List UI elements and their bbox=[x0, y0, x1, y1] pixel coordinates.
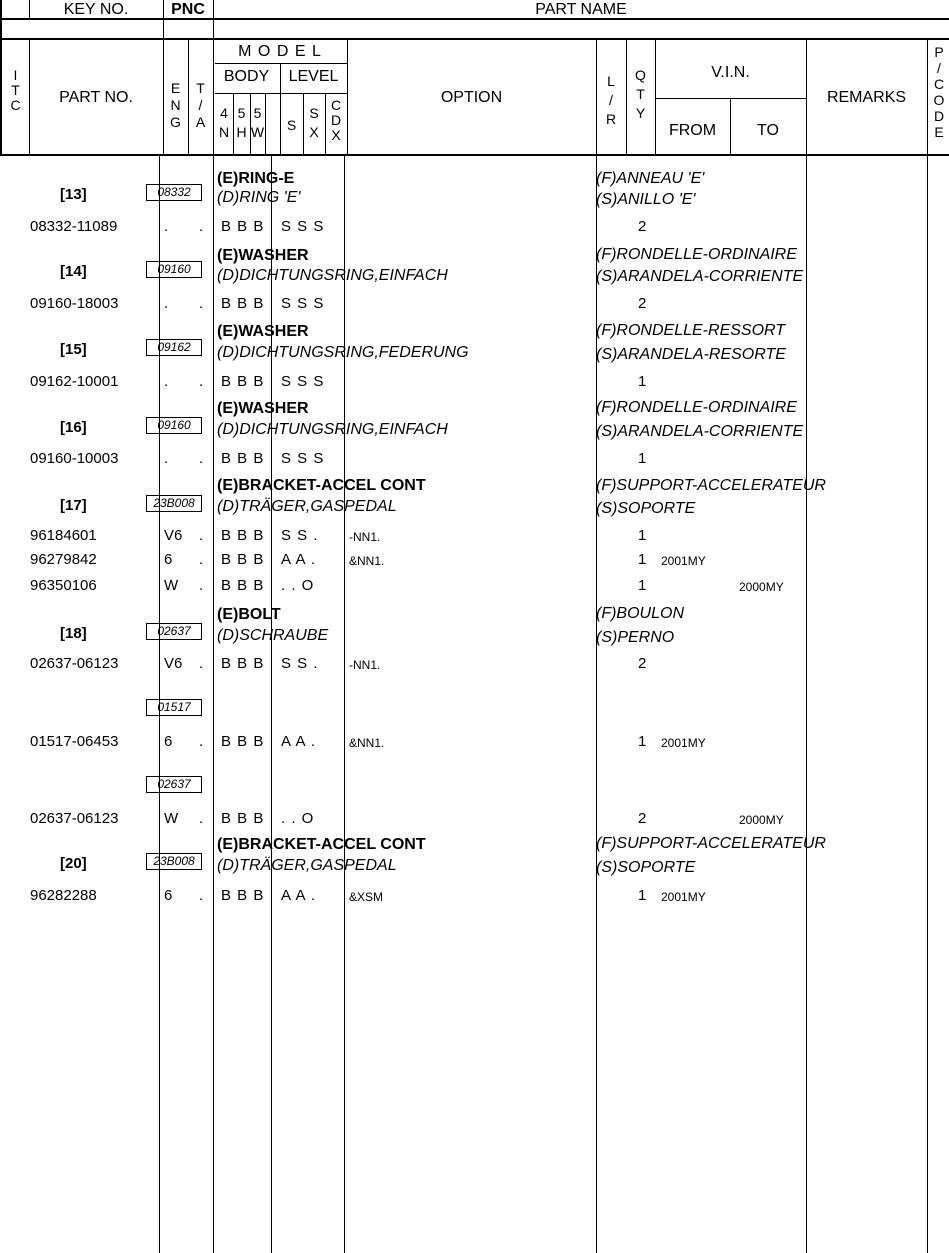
ta-value: . bbox=[199, 373, 204, 390]
name-en: (E)WASHER bbox=[217, 323, 309, 340]
name-fr: (F)RONDELLE-ORDINAIRE bbox=[596, 246, 797, 263]
level-value: . . O bbox=[281, 577, 315, 594]
part-number: 08332-11089 bbox=[30, 218, 118, 235]
qty-header: Q T Y bbox=[635, 67, 646, 121]
level-value: . . O bbox=[281, 810, 315, 827]
to-value: 2000MY bbox=[739, 813, 784, 827]
body-value: B B B bbox=[221, 733, 265, 750]
part-number: 09162-10001 bbox=[30, 373, 119, 390]
pnc-box: 23B008 bbox=[146, 853, 202, 870]
eng-value: W bbox=[164, 810, 179, 827]
name-en: (E)RING-E bbox=[217, 170, 295, 187]
part-number: 01517-06453 bbox=[30, 733, 119, 750]
from-value: 2001MY bbox=[661, 554, 706, 568]
body-value: B B B bbox=[221, 551, 265, 568]
level-value: A A . bbox=[281, 551, 317, 568]
key-number: [20] bbox=[60, 855, 87, 872]
pnc-box: 02637 bbox=[146, 776, 202, 793]
body-col-4n: 4 N bbox=[218, 105, 230, 140]
from-value: 2001MY bbox=[661, 736, 706, 750]
name-es: (S)SOPORTE bbox=[596, 859, 696, 876]
key-number: [18] bbox=[60, 625, 87, 642]
name-es: (S)SOPORTE bbox=[596, 500, 696, 517]
qty-value: 2 bbox=[638, 218, 647, 235]
name-es: (S)ARANDELA-RESORTE bbox=[596, 346, 786, 363]
pnc-box: 09160 bbox=[146, 417, 202, 434]
name-de: (D)TRÄGER,GASPEDAL bbox=[217, 498, 397, 515]
remarks-header: REMARKS bbox=[826, 89, 907, 106]
body-value: B B B bbox=[221, 218, 265, 235]
option-value: &NN1. bbox=[349, 736, 385, 750]
option-value: -NN1. bbox=[349, 658, 381, 672]
eng-value: W bbox=[164, 577, 179, 594]
part-number: 96282288 bbox=[30, 887, 97, 904]
level-value: A A . bbox=[281, 887, 317, 904]
name-fr: (F)BOULON bbox=[596, 605, 684, 622]
qty-value: 2 bbox=[638, 295, 647, 312]
body-value: B B B bbox=[221, 527, 265, 544]
ta-value: . bbox=[199, 655, 204, 672]
level-header: LEVEL bbox=[288, 68, 339, 85]
vin-header: V.I.N. bbox=[711, 64, 750, 81]
name-en: (E)BRACKET-ACCEL CONT bbox=[217, 477, 426, 494]
ta-value: . bbox=[199, 551, 204, 568]
level-value: S S S bbox=[281, 373, 325, 390]
part-number: 02637-06123 bbox=[30, 810, 119, 827]
eng-value: . bbox=[164, 450, 169, 467]
ta-value: . bbox=[199, 450, 204, 467]
ta-value: . bbox=[199, 527, 204, 544]
pnc-box: 01517 bbox=[146, 699, 202, 716]
name-de: (D)DICHTUNGSRING,FEDERUNG bbox=[217, 344, 469, 361]
qty-value: 1 bbox=[638, 577, 647, 594]
pnc-box: 09162 bbox=[146, 339, 202, 356]
part-no-header: PART NO. bbox=[59, 89, 133, 106]
name-en: (E)WASHER bbox=[217, 400, 309, 417]
name-fr: (F)SUPPORT-ACCELERATEUR bbox=[596, 835, 826, 852]
eng-value: . bbox=[164, 218, 169, 235]
body-value: B B B bbox=[221, 373, 265, 390]
name-fr: (F)ANNEAU 'E' bbox=[596, 170, 705, 187]
part-number: 96350106 bbox=[30, 577, 97, 594]
option-value: -NN1. bbox=[349, 530, 381, 544]
option-value: &XSM bbox=[349, 890, 384, 904]
name-es: (S)ANILLO 'E' bbox=[596, 191, 696, 208]
body-value: B B B bbox=[221, 655, 265, 672]
body-value: B B B bbox=[221, 810, 265, 827]
ta-value: . bbox=[199, 887, 204, 904]
key-number: [14] bbox=[60, 263, 87, 280]
part-number: 09160-10003 bbox=[30, 450, 119, 467]
from-value: 2001MY bbox=[661, 890, 706, 904]
part-number: 96279842 bbox=[30, 551, 97, 568]
qty-value: 1 bbox=[638, 527, 647, 544]
part-name-header: PART NAME bbox=[535, 1, 627, 18]
eng-value: V6 bbox=[164, 655, 183, 672]
body-value: B B B bbox=[221, 450, 265, 467]
ta-value: . bbox=[199, 577, 204, 594]
level-col-sx: S X bbox=[309, 105, 319, 140]
part-number: 96184601 bbox=[30, 527, 97, 544]
ta-header: T / A bbox=[195, 80, 206, 130]
pnc-box: 08332 bbox=[146, 184, 202, 201]
key-number: [15] bbox=[60, 341, 87, 358]
name-en: (E)WASHER bbox=[217, 247, 309, 264]
key-number: [13] bbox=[60, 186, 87, 203]
body-header: BODY bbox=[223, 68, 270, 85]
level-value: S S S bbox=[281, 218, 325, 235]
name-de: (D)TRÄGER,GASPEDAL bbox=[217, 857, 397, 874]
option-header: OPTION bbox=[440, 89, 503, 106]
name-fr: (F)RONDELLE-RESSORT bbox=[596, 322, 786, 339]
part-number: 09160-18003 bbox=[30, 295, 119, 312]
itc-header: I T C bbox=[10, 67, 21, 113]
to-value: 2000MY bbox=[739, 580, 784, 594]
eng-value: 6 bbox=[164, 551, 173, 568]
pcode-header: P / C O D E bbox=[933, 44, 945, 140]
qty-value: 1 bbox=[638, 887, 647, 904]
to-header: TO bbox=[757, 122, 779, 139]
level-value: S S S bbox=[281, 450, 325, 467]
key-no-header: KEY NO. bbox=[63, 1, 129, 18]
level-value: S S . bbox=[281, 527, 319, 544]
ta-value: . bbox=[199, 218, 204, 235]
body-value: B B B bbox=[221, 577, 265, 594]
qty-value: 1 bbox=[638, 733, 647, 750]
name-es: (S)ARANDELA-CORRIENTE bbox=[596, 268, 804, 285]
name-fr: (F)SUPPORT-ACCELERATEUR bbox=[596, 477, 826, 494]
level-value: S S S bbox=[281, 295, 325, 312]
eng-header: E N G bbox=[170, 80, 181, 130]
ta-value: . bbox=[199, 733, 204, 750]
qty-value: 2 bbox=[638, 655, 647, 672]
body-col-5w: 5 W bbox=[250, 105, 265, 140]
body-col-5h: 5 H bbox=[236, 105, 247, 140]
level-col-cdx: C D X bbox=[330, 97, 342, 143]
pnc-box: 23B008 bbox=[146, 495, 202, 512]
eng-value: 6 bbox=[164, 887, 173, 904]
name-de: (D)DICHTUNGSRING,EINFACH bbox=[217, 267, 448, 284]
level-value: A A . bbox=[281, 733, 317, 750]
ta-value: . bbox=[199, 295, 204, 312]
part-number: 02637-06123 bbox=[30, 655, 119, 672]
ta-value: . bbox=[199, 810, 204, 827]
header-line-1 bbox=[0, 18, 949, 20]
qty-value: 1 bbox=[638, 551, 647, 568]
body-value: B B B bbox=[221, 295, 265, 312]
name-de: (D)SCHRAUBE bbox=[217, 627, 329, 644]
from-header: FROM bbox=[668, 122, 717, 139]
name-fr: (F)RONDELLE-ORDINAIRE bbox=[596, 399, 797, 416]
level-value: S S . bbox=[281, 655, 319, 672]
eng-value: 6 bbox=[164, 733, 173, 750]
name-de: (D)RING 'E' bbox=[217, 189, 301, 206]
qty-value: 1 bbox=[638, 373, 647, 390]
key-number: [17] bbox=[60, 497, 87, 514]
key-number: [16] bbox=[60, 419, 87, 436]
eng-value: . bbox=[164, 373, 169, 390]
option-value: &NN1. bbox=[349, 554, 385, 568]
lr-header: L / R bbox=[605, 73, 617, 127]
pnc-box: 02637 bbox=[146, 623, 202, 640]
model-header: M O D E L bbox=[238, 43, 322, 60]
name-en: (E)BOLT bbox=[217, 606, 281, 623]
name-es: (S)PERNO bbox=[596, 629, 675, 646]
qty-value: 2 bbox=[638, 810, 647, 827]
pnc-header: PNC bbox=[171, 1, 205, 18]
name-de: (D)DICHTUNGSRING,EINFACH bbox=[217, 421, 448, 438]
name-es: (S)ARANDELA-CORRIENTE bbox=[596, 423, 804, 440]
eng-value: . bbox=[164, 295, 169, 312]
name-en: (E)BRACKET-ACCEL CONT bbox=[217, 836, 426, 853]
pnc-box: 09160 bbox=[146, 261, 202, 278]
eng-value: V6 bbox=[164, 527, 183, 544]
body-value: B B B bbox=[221, 887, 265, 904]
qty-value: 1 bbox=[638, 450, 647, 467]
level-col-s: S bbox=[286, 117, 297, 133]
